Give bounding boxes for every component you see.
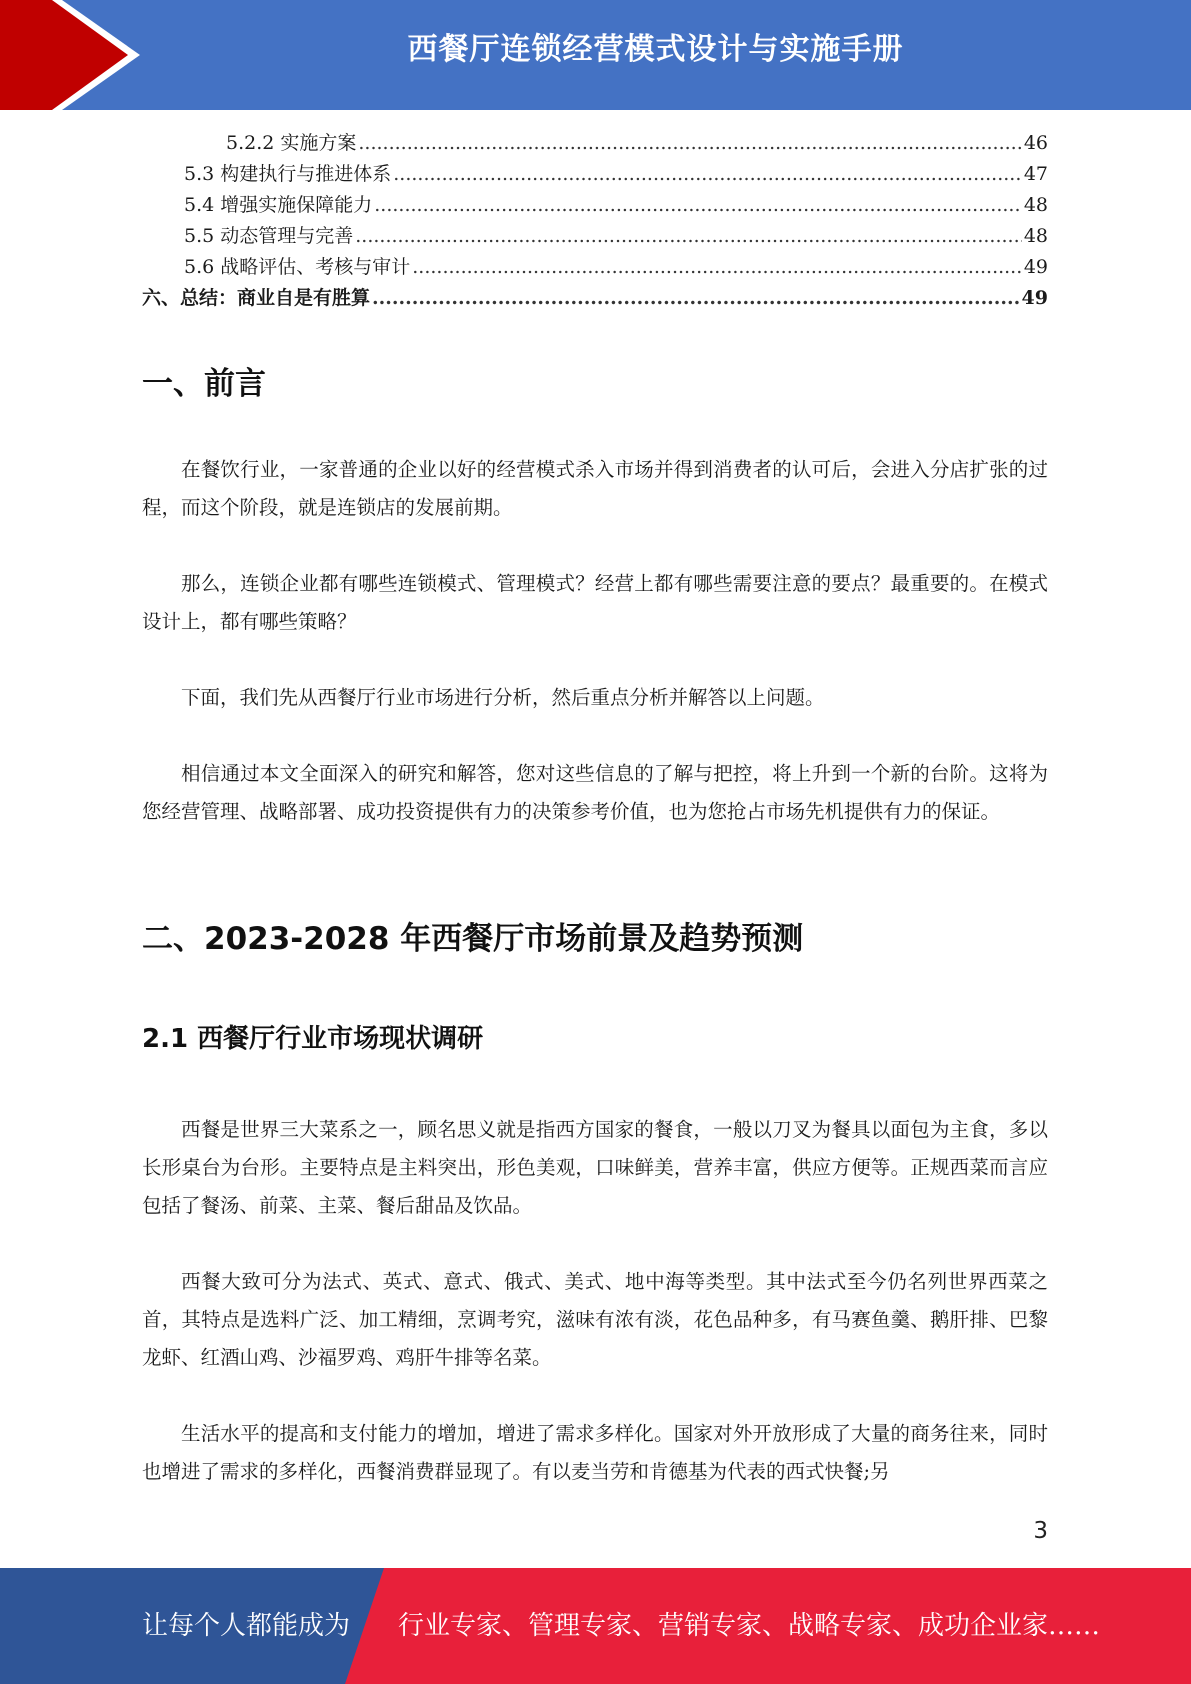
toc-entry-page: 46: [1023, 132, 1048, 154]
toc-entry-label: 5.4 增强实施保障能力: [184, 194, 373, 216]
toc-entry-page: 49: [1023, 256, 1048, 278]
subsection-heading-market-status: 2.1 西餐厅行业市场现状调研: [142, 1024, 484, 1054]
toc-entry-page: 47: [1023, 163, 1048, 185]
header-band: [0, 0, 1191, 110]
toc-leader-dots: [412, 256, 1022, 278]
footer-slogan-left: 让每个人都能成为: [142, 1611, 351, 1641]
document-title: 西餐厅连锁经营模式设计与实施手册: [407, 32, 904, 67]
toc-leader-dots: [358, 132, 1021, 154]
section2-body: [142, 1111, 1048, 1491]
footer-band: [0, 1568, 1191, 1684]
toc-entry-label: 六、总结：商业自是有胜算: [142, 287, 371, 309]
section-heading-preface: 一、前言: [142, 366, 266, 402]
toc-leader-dots: [355, 225, 1022, 247]
toc-entry[interactable]: [142, 128, 1048, 159]
toc-leader-dots: [393, 163, 1022, 185]
paragraph: 西餐大致可分为法式、英式、意式、俄式、美式、地中海等类型。其中法式至今仍名列世界西菜之首，其特点是选料广泛、加工精细，烹调考究，滋味有浓有淡，花色品种多，有马赛鱼羹、鹅肝排、巴黎龙虾、红酒山鸡、沙福罗鸡、鸡肝牛排等名菜。: [142, 1270, 1048, 1369]
table-of-contents: [142, 128, 1048, 314]
page-number: 3: [1033, 1518, 1048, 1544]
toc-entry-page: 48: [1023, 225, 1048, 247]
toc-leader-dots: [372, 287, 1020, 309]
paragraph: 西餐是世界三大菜系之一，顾名思义就是指西方国家的餐食，一般以刀叉为餐具以面包为主食，多以长形桌台为台形。主要特点是主料突出，形色美观，口味鲜美，营养丰富，供应方便等。正规西菜而言应包括了餐汤、前菜、主菜、餐后甜品及饮品。: [142, 1118, 1048, 1217]
section-heading-market-outlook: 二、2023-2028 年西餐厅市场前景及趋势预测: [142, 921, 804, 957]
paragraph: 那么，连锁企业都有哪些连锁模式、管理模式？经营上都有哪些需要注意的要点？最重要的。在模式设计上，都有哪些策略？: [142, 572, 1048, 633]
toc-entry[interactable]: [142, 159, 1048, 190]
paragraph: 在餐饮行业，一家普通的企业以好的经营模式杀入市场并得到消费者的认可后，会进入分店扩张的过程，而这个阶段，就是连锁店的发展前期。: [142, 458, 1048, 519]
toc-entry-label: 5.5 动态管理与完善: [184, 225, 354, 247]
footer-slogan-right: 行业专家、管理专家、营销专家、战略专家、成功企业家……: [398, 1611, 1101, 1641]
toc-entry[interactable]: [142, 190, 1048, 221]
toc-entry-label: 5.2.2 实施方案: [226, 132, 357, 154]
paragraph: 下面，我们先从西餐厅行业市场进行分析，然后重点分析并解答以上问题。: [181, 686, 825, 709]
paragraph: 相信通过本文全面深入的研究和解答，您对这些信息的了解与把控，将上升到一个新的台阶。这将为您经营管理、战略部署、成功投资提供有力的决策参考价值，也为您抢占市场先机提供有力的保证。: [142, 762, 1048, 823]
toc-entry-label: 5.6 战略评估、考核与审计: [184, 256, 411, 278]
toc-entry[interactable]: [142, 252, 1048, 283]
paragraph: 生活水平的提高和支付能力的增加，增进了需求多样化。国家对外开放形成了大量的商务往来，同时也增进了需求的多样化，西餐消费群显现了。有以麦当劳和肯德基为代表的西式快餐;另: [142, 1422, 1048, 1483]
toc-entry-page: 48: [1023, 194, 1048, 216]
toc-entry-label: 5.3 构建执行与推进体系: [184, 163, 392, 185]
section1-body: [142, 451, 1048, 831]
toc-entry[interactable]: [142, 221, 1048, 252]
toc-entry-page: 49: [1021, 287, 1048, 309]
toc-leader-dots: [374, 194, 1022, 216]
toc-entry[interactable]: [142, 283, 1048, 314]
